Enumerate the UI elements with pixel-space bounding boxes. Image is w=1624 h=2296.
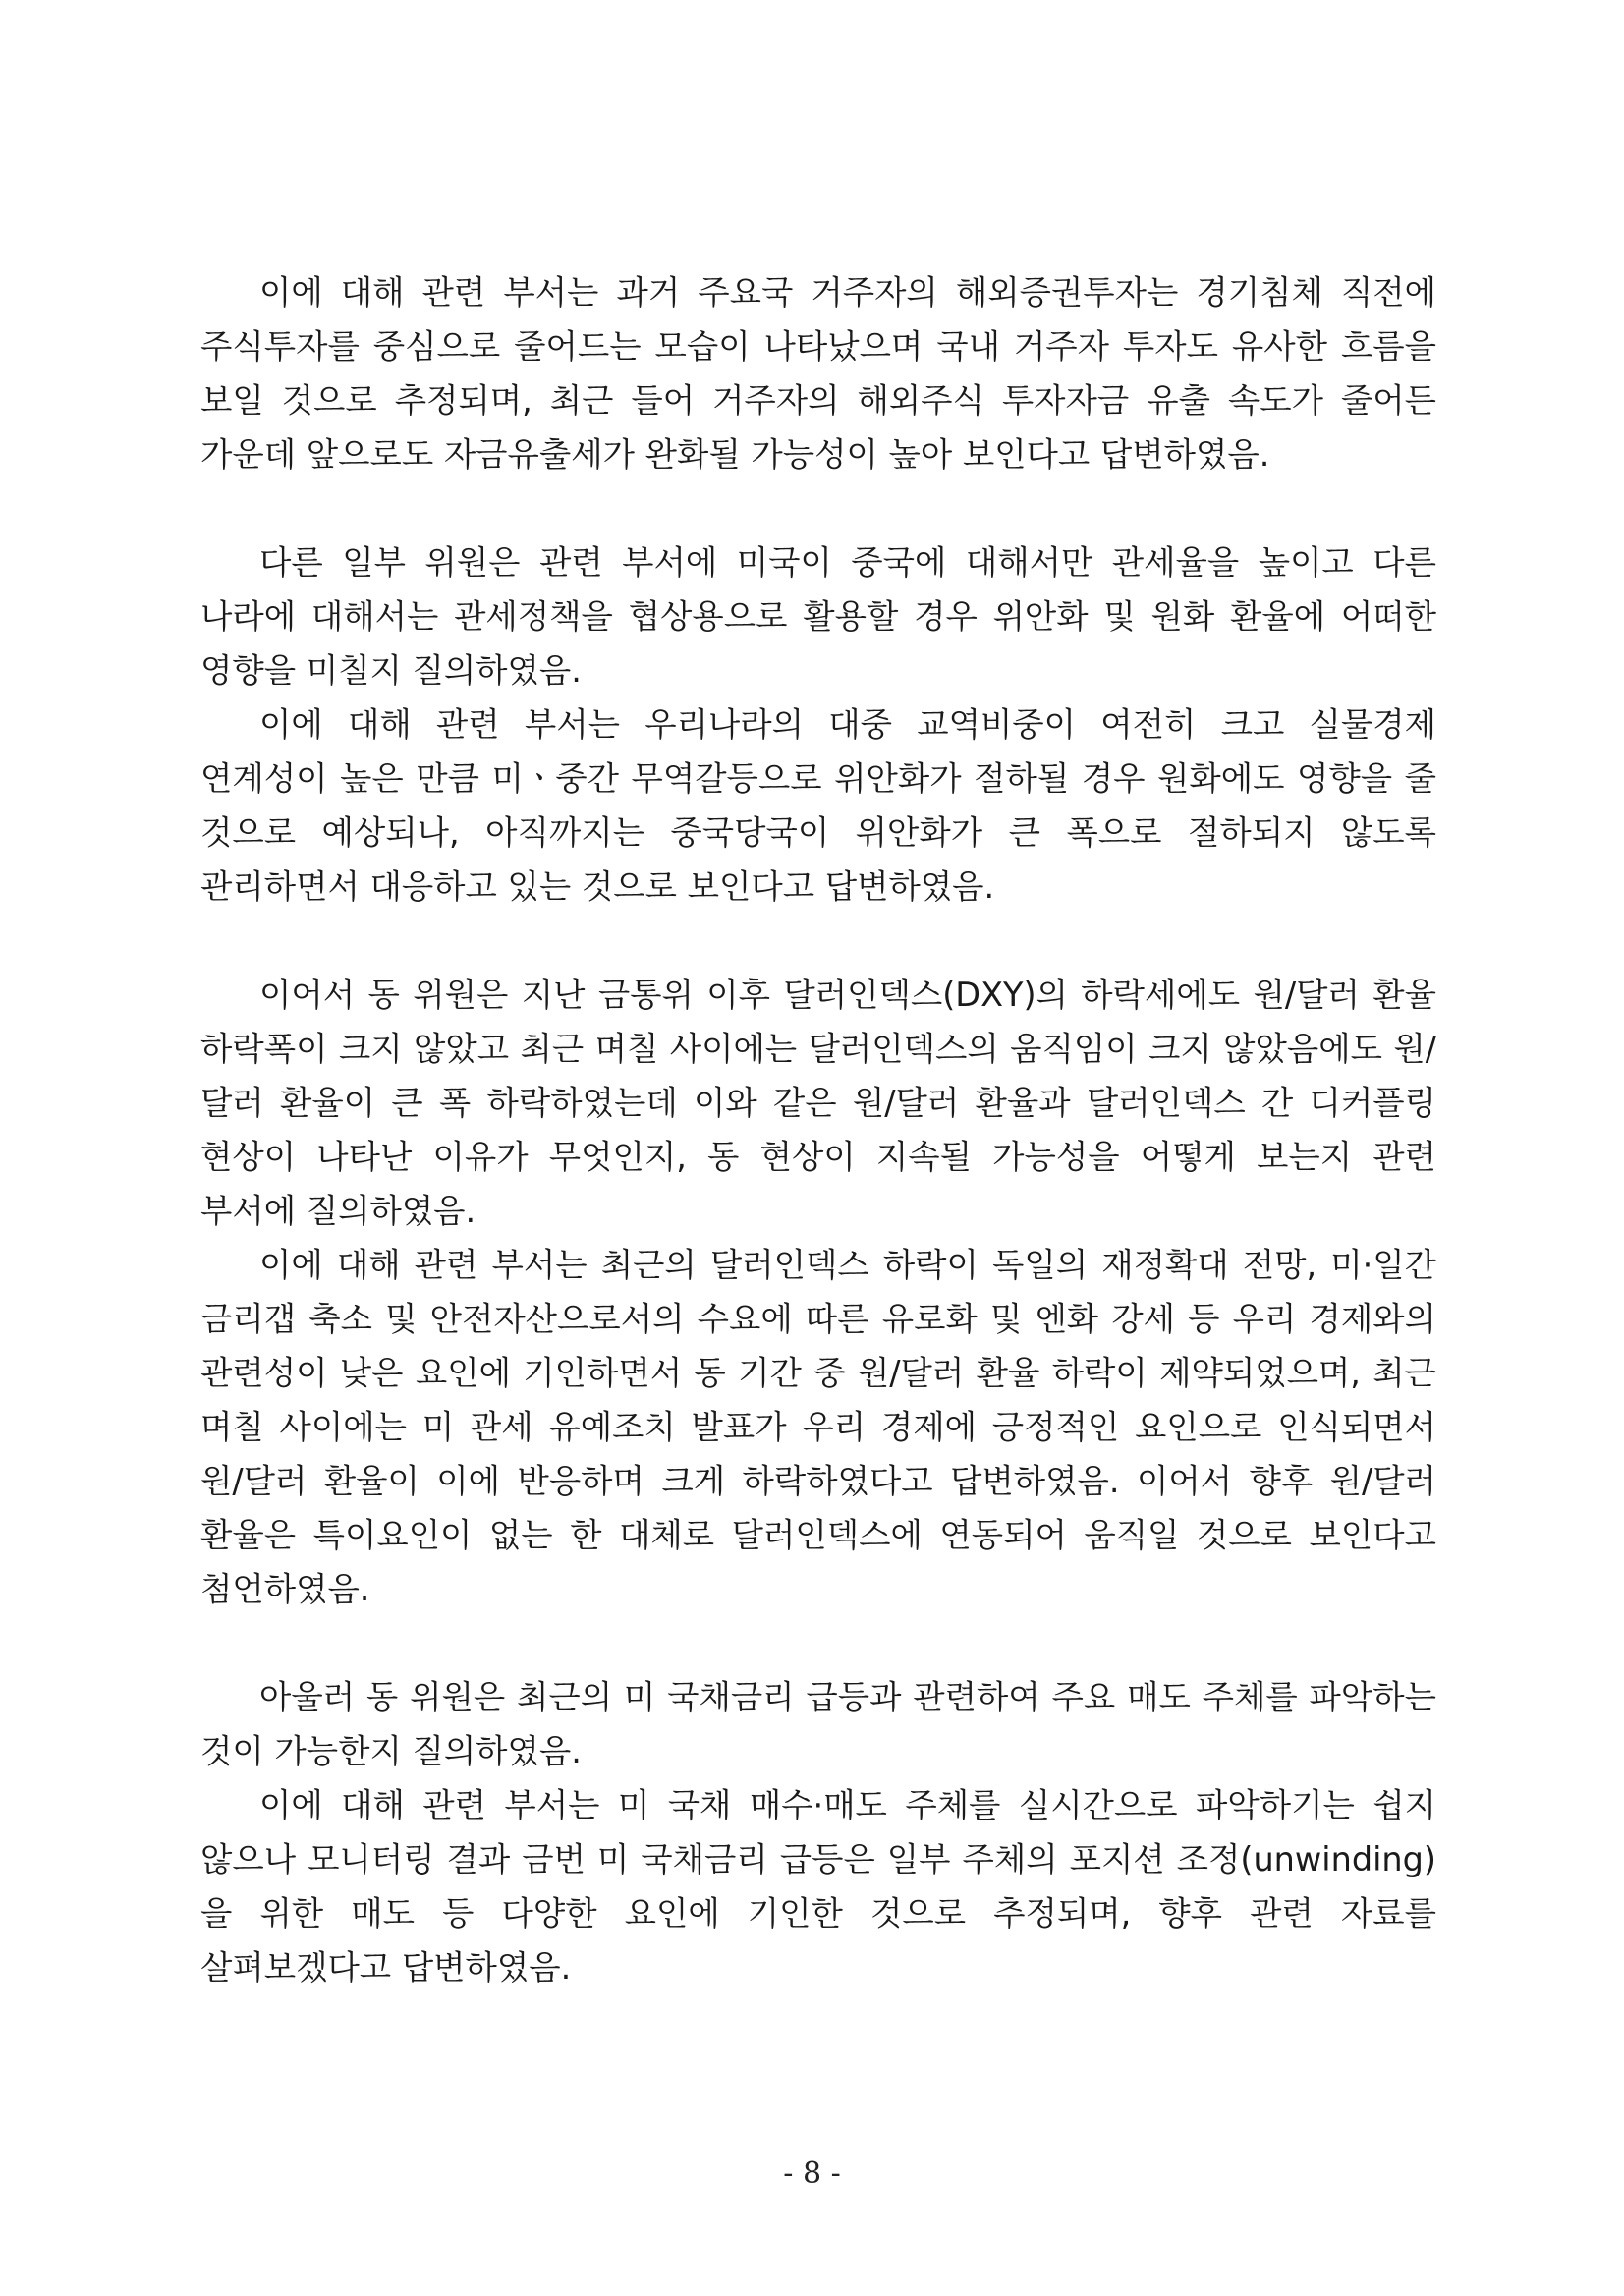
paragraph-response-treasury: 이에 대해 관련 부서는 미 국채 매수·매도 주체를 실시간으로 파악하기는 쉽지 않으나 모니터링 결과 금번 미 국채금리 급등은 일부 주체의 포지션 조정(unwinding)을 위한 매도 등 다양한 요인에 기인한 것으로 추정되며, 향후 관련 자료를 살펴보겠다고 답변하였음. (200, 1786, 1436, 1987)
page-number: - 8 - (783, 2156, 841, 2191)
paragraph-response-tariff: 이에 대해 관련 부서는 우리나라의 대중 교역비중이 여전히 크고 실물경제 연계성이 높은 만큼 미ㆍ중간 무역갈등으로 위안화가 절하될 경우 원화에도 영향을 줄 것으로 예상되나, 아직까지는 중국당국이 위안화가 큰 폭으로 절하되지 않도록 관리하면서 대응하고 있는 것으로 보인다고 답변하였음. (200, 705, 1436, 906)
paragraph-response-decoupling: 이에 대해 관련 부서는 최근의 달러인덱스 하락이 독일의 재정확대 전망, 미·일간 금리갭 축소 및 안전자산으로서의 수요에 따른 유로화 및 엔화 강세 등 우리 경제와의 관련성이 낮은 요인에 기인하면서 동 기간 중 원/달러 환율 하락이 제약되었으며, 최근 며칠 사이에는 미 관세 유예조치 발표가 우리 경제에 긍정적인 요인으로 인식되면서 원/달러 환율이 이에 반응하며 크게 하락하였다고 답변하였음. 이어서 향후 원/달러 환율은 특이요인이 없는 한 대체로 달러인덱스에 연동되어 움직일 것으로 보인다고 첨언하였음. (200, 1246, 1436, 1608)
paragraph-question-tariff: 다른 일부 위원은 관련 부서에 미국이 중국에 대해서만 관세율을 높이고 다른 나라에 대해서는 관세정책을 협상용으로 활용할 경우 위안화 및 원화 환율에 어떠한 영향을 미칠지 질의하였음. (200, 543, 1436, 690)
document-body (200, 265, 1436, 1994)
paragraph-question-treasury: 아울러 동 위원은 최근의 미 국채금리 급등과 관련하여 주요 매도 주체를 파악하는 것이 가능한지 질의하였음. (200, 1678, 1436, 1770)
paragraph-question-decoupling: 이어서 동 위원은 지난 금통위 이후 달러인덱스(DXY)의 하락세에도 원/달러 환율 하락폭이 크지 않았고 최근 며칠 사이에는 달러인덱스의 움직임이 크지 않았음에도 원/달러 환율이 큰 폭 하락하였는데 이와 같은 원/달러 환율과 달러인덱스 간 디커플링 현상이 나타난 이유가 무엇인지, 동 현상이 지속될 가능성을 어떻게 보는지 관련 부서에 질의하였음. (200, 976, 1436, 1230)
paragraph-response-overseas-investment: 이에 대해 관련 부서는 과거 주요국 거주자의 해외증권투자는 경기침체 직전에 주식투자를 중심으로 줄어드는 모습이 나타났으며 국내 거주자 투자도 유사한 흐름을 보일 것으로 추정되며, 최근 들어 거주자의 해외주식 투자자금 유출 속도가 줄어든 가운데 앞으로도 자금유출세가 완화될 가능성이 높아 보인다고 답변하였음. (200, 273, 1436, 474)
